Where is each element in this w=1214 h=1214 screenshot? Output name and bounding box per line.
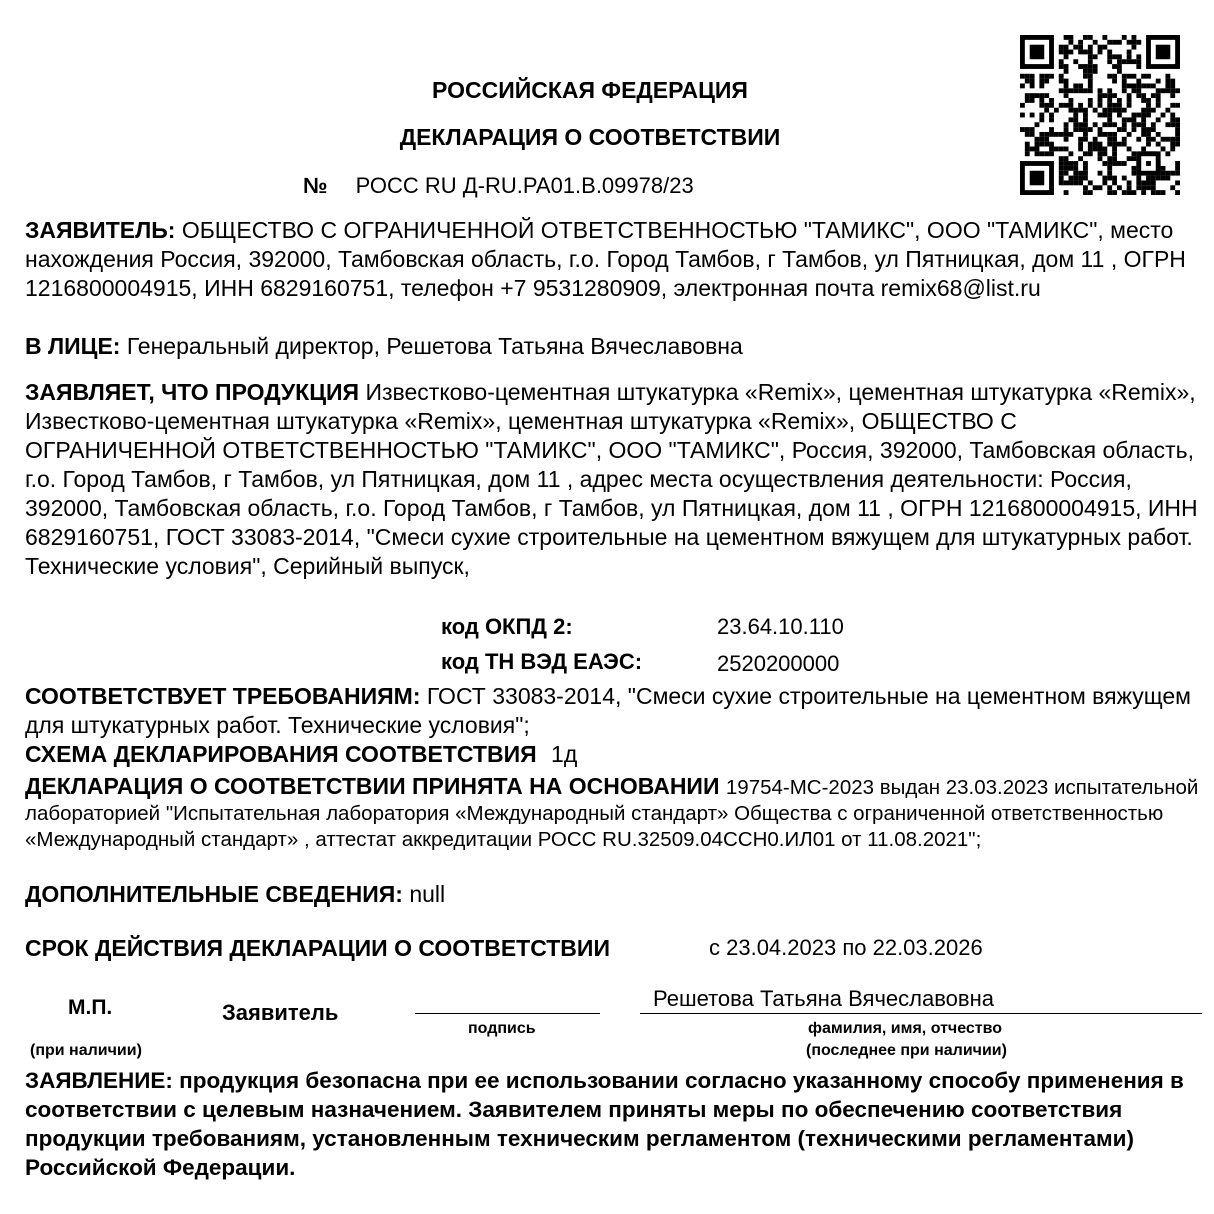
scheme-label: СХЕМА ДЕКЛАРИРОВАНИЯ СООТВЕТСТВИЯ (25, 741, 537, 767)
basis-block (25, 774, 1205, 852)
additional-block (25, 880, 1205, 909)
requirements-block (25, 682, 1205, 740)
statement-block: ЗАЯВЛЕНИЕ: продукция безопасна при ее использовании согласно указанному способу применения в соответствии с целевым назначением. Заявителем приняты меры по обеспечению соответствия продукции требованиям, установленным техническим регламентом (техническими регламентами) Российской Федерации. (25, 1068, 1184, 1180)
number-sign: № (303, 173, 328, 198)
validity-label: СРОК ДЕЙСТВИЯ ДЕКЛАРАЦИИ О СООТВЕТСТВИИ (25, 935, 610, 961)
stamp-note: (при наличии) (30, 1042, 142, 1059)
requirements-text: ГОСТ 33083-2014, "Смеси сухие строительные на цементном вяжущем для штукатурных работ. Технические условия"; (25, 683, 1191, 738)
basis-label: ДЕКЛАРАЦИЯ О СООТВЕТСТВИИ ПРИНЯТА НА ОСНОВАНИИ (25, 773, 720, 799)
validity-value: с 23.04.2023 по 22.03.2026 (709, 935, 983, 960)
signer-name: Решетова Татьяна Вячеславовна (653, 986, 994, 1011)
product-label: ЗАЯВЛЯЕТ, ЧТО ПРОДУКЦИЯ (25, 379, 360, 405)
signature-caption: подпись (468, 1020, 536, 1037)
qr-code-icon (1020, 35, 1180, 195)
name-caption: фамилия, имя, отчество (808, 1020, 1003, 1037)
header-country: РОССИЙСКАЯ ФЕДЕРАЦИЯ (432, 77, 748, 103)
declaration-number (303, 173, 694, 199)
stamp-label: М.П. (68, 996, 113, 1019)
scheme-value: 1д (551, 741, 578, 767)
scheme-block (25, 740, 1205, 769)
tnved-label: код ТН ВЭД ЕАЭС: (441, 649, 643, 674)
name-caption-note: (последнее при наличии) (806, 1042, 1007, 1059)
applicant-text: ОБЩЕСТВО С ОГРАНИЧЕННОЙ ОТВЕТСТВЕННОСТЬЮ "ТАМИКС", ООО "ТАМИКС", место нахождения Россия, 392000, Тамбовская область, г.о. Город Тамбов, г Тамбов, ул Пятницкая, дом 11 , ОГРН 1216800004915, ИНН 6829160751, телефон +7 9531280909, электронная почта remix68@list.ru (25, 217, 1186, 301)
applicant-sign-label: Заявитель (222, 1000, 339, 1025)
number-value: РОСС RU Д-RU.PA01.B.09978/23 (355, 173, 694, 198)
signature-line (415, 1013, 600, 1014)
okpd-label: код ОКПД 2: (441, 614, 573, 639)
represented-block (25, 332, 1205, 361)
okpd-value: 23.64.10.110 (717, 614, 844, 639)
basis-text: 19754-МС-2023 выдан 23.03.2023 испытательной лабораторией "Испытательная лаборатория «Международный стандарт» Общества с ограниченной ответственностью «Международный стандарт» , аттестат аккредитации РОСС RU.32509.04CCH0.ИЛ01 от 11.08.2021"; (25, 776, 1199, 851)
name-line (640, 1013, 1202, 1014)
product-block (25, 378, 1205, 581)
additional-value: null (409, 881, 446, 907)
represented-text: Генеральный директор, Решетова Татьяна Вячеславовна (126, 333, 743, 359)
tnved-value: 2520200000 (717, 651, 840, 676)
applicant-block (25, 216, 1205, 303)
product-text: Известково-цементная штукатурка «Remix», цементная штукатурка «Remix», Известково-цементная штукатурка «Remix», цементная штукатурка «Remix», ОБЩЕСТВО С ОГРАНИЧЕННОЙ ОТВЕТСТВЕННОСТЬЮ "ТАМИКС", ООО "ТАМИКС", Россия, 392000, Тамбовская область, г.о. Город Тамбов, г Тамбов, ул Пятницкая, дом 11 , адрес места осуществления деятельности: Россия, 392000, Тамбовская область, г.о. Город Тамбов, г Тамбов, ул Пятницкая, дом 11 , ОГРН 1216800004915, ИНН 6829160751, ГОСТ 33083-2014, "Смеси сухие строительные на цементном вяжущем для штукатурных работ. Технические условия", Серийный выпуск, (25, 379, 1198, 579)
applicant-label: ЗАЯВИТЕЛЬ: (25, 217, 176, 243)
requirements-label: СООТВЕТСТВУЕТ ТРЕБОВАНИЯМ: (25, 683, 421, 709)
represented-label: В ЛИЦЕ: (25, 333, 121, 359)
document-title: ДЕКЛАРАЦИЯ О СООТВЕТСТВИИ (399, 124, 781, 150)
additional-label: ДОПОЛНИТЕЛЬНЫЕ СВЕДЕНИЯ: (25, 881, 403, 907)
